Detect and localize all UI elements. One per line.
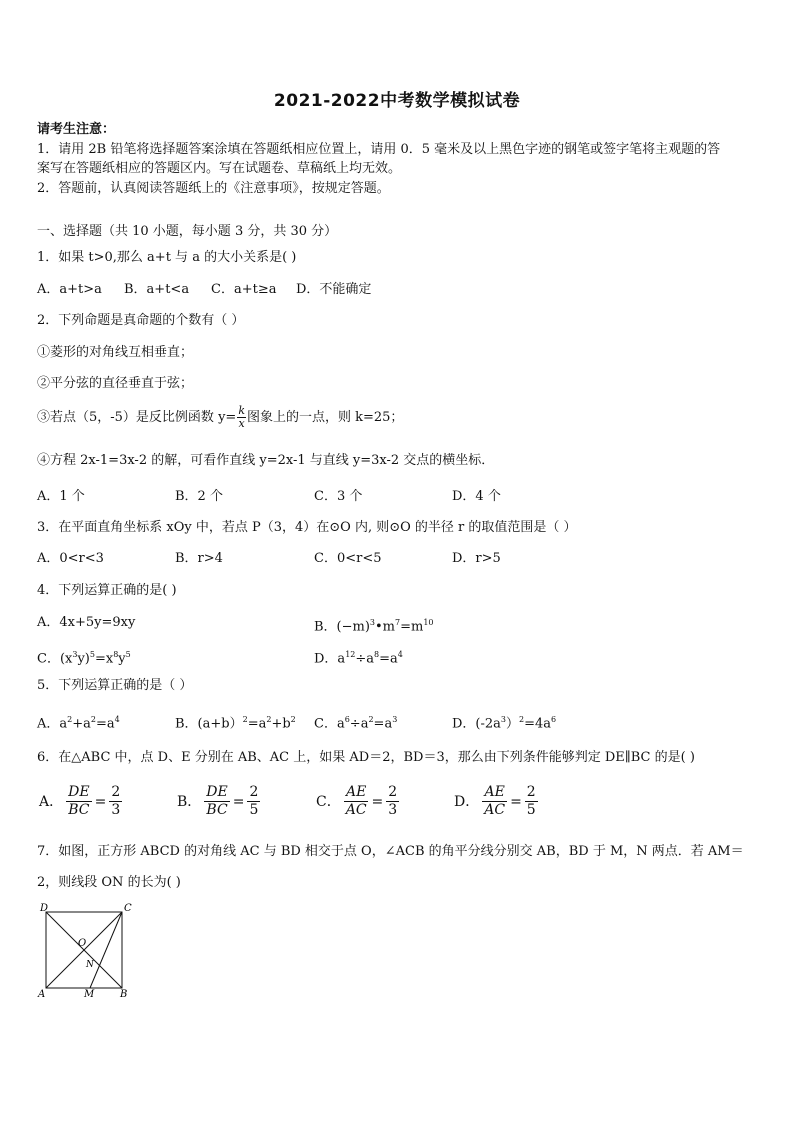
label-n: N [86, 960, 94, 970]
q5-b-exp: 2 [266, 715, 272, 724]
bisector-cm [90, 912, 122, 988]
q7-square-figure [36, 900, 136, 1000]
q6-c-rden: 3 [388, 802, 398, 818]
q5-a-exp: 4 [114, 715, 120, 724]
q6-c-lhs [344, 784, 369, 819]
q4-b-exp: 3 [369, 618, 376, 627]
q2-option-a: A．1 个 [37, 489, 85, 504]
q2-s3-prefix: ③若点（5，-5）是反比例函数 y= [37, 410, 237, 425]
q6-c-label: C． [316, 793, 341, 810]
exam-title: 2021-2022中考数学模拟试卷 [273, 91, 521, 111]
q2-statement-2: ②平分弦的直径垂直于弦； [37, 376, 194, 391]
q7-stem-line-1: 7．如图，正方形 ABCD 的对角线 AC 与 BD 相交于点 O，∠ACB 的角平分线分别交 AB，BD 于 M，N 两点．若 AM＝ [37, 844, 744, 859]
q6-d-rden: 5 [526, 802, 536, 818]
q6-d-num: AE [484, 784, 505, 800]
label-b: B [120, 989, 128, 1000]
notice-item-2: 2．答题前，认真阅读答题纸上的《注意事项》，按规定答题。 [37, 181, 390, 196]
q6-c-eq: = [371, 793, 384, 810]
q4-d-part: =a [379, 651, 398, 667]
q1-stem: 1．如果 t>0,那么 a+t 与 a 的大小关系是( ) [37, 250, 297, 265]
q4-c-part: =x [94, 651, 114, 667]
q6-option-a [37, 784, 123, 819]
q3-option-d: D．r>5 [452, 551, 501, 566]
q6-c-rhs [386, 784, 399, 819]
q4-d-exp: 4 [397, 650, 403, 659]
q4-c-exp: 5 [89, 650, 95, 659]
q5-c-part: =a [373, 716, 393, 732]
q4-option-c [37, 646, 131, 668]
q5-a-exp: 2 [90, 715, 96, 724]
q5-b-exp: 2 [290, 715, 296, 724]
q4-d-part: D．a [314, 651, 346, 667]
q5-d-exp: 6 [551, 715, 557, 724]
q6-a-rhs [109, 784, 122, 819]
q5-a-part: +a [72, 716, 91, 732]
q6-d-label: D． [454, 793, 480, 810]
q6-a-lhs [66, 784, 91, 819]
section-heading: 一、选择题（共 10 小题，每小题 3 分，共 30 分） [37, 224, 338, 239]
label-c: C [124, 903, 132, 914]
q4-d-part: ÷a [355, 651, 375, 667]
q5-d-part: =4a [524, 716, 552, 732]
q6-b-eq: = [232, 793, 245, 810]
q1-option-a: A．a+t>a [37, 282, 102, 297]
q2-s3-denominator: x [238, 417, 245, 430]
q4-d-exp: 8 [374, 650, 380, 659]
q6-a-rden: 3 [111, 802, 121, 818]
q5-stem: 5．下列运算正确的是（ ） [37, 678, 193, 693]
q5-b-part: =a [247, 716, 267, 732]
notice-item-1: 1．请用 2B 铅笔将选择题答案涂填在答题纸相应位置上，请用 0．5 毫米及以上黑色字迹的钢笔或签字笔将主观题的答 [37, 142, 721, 157]
q4-c-part: y) [77, 651, 90, 667]
q5-option-a [37, 711, 120, 733]
q4-option-d [314, 646, 403, 668]
q2-option-c: C．3 个 [314, 489, 363, 504]
q4-c-part: C．(x [37, 651, 73, 667]
q2-statement-3 [37, 400, 403, 436]
label-a: A [38, 989, 46, 1000]
q4-c-exp: 8 [113, 650, 119, 659]
q5-d-part: ） [506, 716, 520, 732]
q6-a-rnum: 2 [111, 784, 121, 800]
q2-option-b: B．2 个 [175, 489, 223, 504]
q6-a-den: BC [68, 802, 90, 818]
q6-d-lhs [482, 784, 507, 819]
q6-a-label: A． [39, 793, 64, 810]
q5-b-exp: 2 [242, 715, 248, 724]
q6-d-rnum: 2 [526, 784, 536, 800]
label-m: M [84, 989, 95, 1000]
q6-b-rden: 5 [249, 802, 259, 818]
q5-b-part: +b [271, 716, 291, 732]
q5-c-exp: 3 [392, 715, 398, 724]
q6-b-rhs [247, 784, 260, 819]
q3-option-c: C．0<r<5 [314, 551, 382, 566]
q6-b-lhs [204, 784, 229, 819]
q6-d-rhs [525, 784, 538, 819]
q4-b-part: •m [375, 619, 396, 635]
label-o: O [78, 938, 87, 949]
q5-a-exp: 2 [67, 715, 73, 724]
q6-c-den: AC [345, 802, 367, 818]
q3-option-a: A．0<r<3 [37, 551, 104, 566]
q2-statement-4: ④方程 2x-1=3x-2 的解，可看作直线 y=2x-1 与直线 y=3x-2 交点的横坐标． [37, 453, 495, 468]
q4-option-a: A．4x+5y=9xy [37, 615, 136, 630]
q5-option-c [314, 711, 397, 733]
notice-item-1-cont: 案写在答题纸相应的答题区内。写在试题卷、草稿纸上均无效。 [37, 161, 402, 176]
q3-stem: 3．在平面直角坐标系 xOy 中，若点 P（3，4）在⊙O 内, 则⊙O 的半径 r 的取值范围是（ ） [37, 520, 577, 535]
q4-c-exp: 5 [125, 650, 131, 659]
q6-c-rnum: 2 [388, 784, 398, 800]
q2-s3-fraction [237, 405, 246, 430]
q4-b-exp: 10 [423, 618, 434, 627]
q6-b-num: DE [206, 784, 228, 800]
q2-statement-1: ①菱形的对角线互相垂直； [37, 345, 194, 360]
q4-b-exp: 7 [395, 618, 401, 627]
q1-option-b: B．a+t<a [124, 282, 190, 297]
q6-a-num: DE [68, 784, 90, 800]
q4-b-part: =m [400, 619, 424, 635]
q4-option-b [314, 614, 434, 636]
q5-c-exp: 6 [344, 715, 350, 724]
q2-s3-numerator: k [238, 404, 245, 417]
q6-b-rnum: 2 [249, 784, 259, 800]
notice-heading: 请考生注意： [37, 122, 116, 137]
label-d: D [40, 903, 49, 914]
q7-stem-line-2: 2，则线段 ON 的长为( ) [37, 875, 181, 890]
q4-b-part: B．(−m) [314, 619, 370, 635]
q1-option-d: D．不能确定 [296, 282, 372, 297]
q4-d-exp: 12 [345, 650, 356, 659]
q5-option-b [175, 711, 296, 733]
q5-b-part: B．(a+b） [175, 716, 243, 732]
q6-c-num: AE [345, 784, 367, 800]
q6-a-eq: = [94, 793, 107, 810]
q6-option-b [175, 784, 261, 819]
q6-d-eq: = [510, 793, 522, 810]
q2-option-d: D．4 个 [452, 489, 501, 504]
q6-option-c [314, 784, 400, 819]
q6-d-den: AC [484, 802, 506, 818]
q4-stem: 4．下列运算正确的是( ) [37, 583, 177, 598]
q6-b-den: BC [206, 802, 228, 818]
q6-stem: 6．在△ABC 中，点 D、E 分别在 AB、AC 上，如果 AD＝2，BD＝3，那么由下列条件能够判定 DE∥BC 的是( ) [37, 750, 695, 765]
q1-option-c: C．a+t≥a [211, 282, 277, 297]
q5-d-exp: 3 [500, 715, 507, 724]
q3-option-b: B．r>4 [175, 551, 223, 566]
q4-c-part: y [118, 651, 126, 667]
q5-d-part: D．(-2a [452, 716, 501, 732]
q2-stem: 2．下列命题是真命题的个数有（ ） [37, 313, 245, 328]
q5-c-part: ÷a [349, 716, 369, 732]
q5-option-d [452, 711, 556, 733]
q5-c-exp: 2 [368, 715, 374, 724]
q5-d-exp: 2 [519, 715, 525, 724]
q6-option-d [452, 784, 539, 819]
q5-a-part: A．a [37, 716, 68, 732]
q5-c-part: C．a [314, 716, 345, 732]
q4-c-exp: 3 [72, 650, 78, 659]
q5-a-part: =a [95, 716, 115, 732]
q6-b-label: B． [177, 793, 202, 810]
q2-s3-suffix: 图象上的一点，则 k=25； [246, 410, 404, 425]
